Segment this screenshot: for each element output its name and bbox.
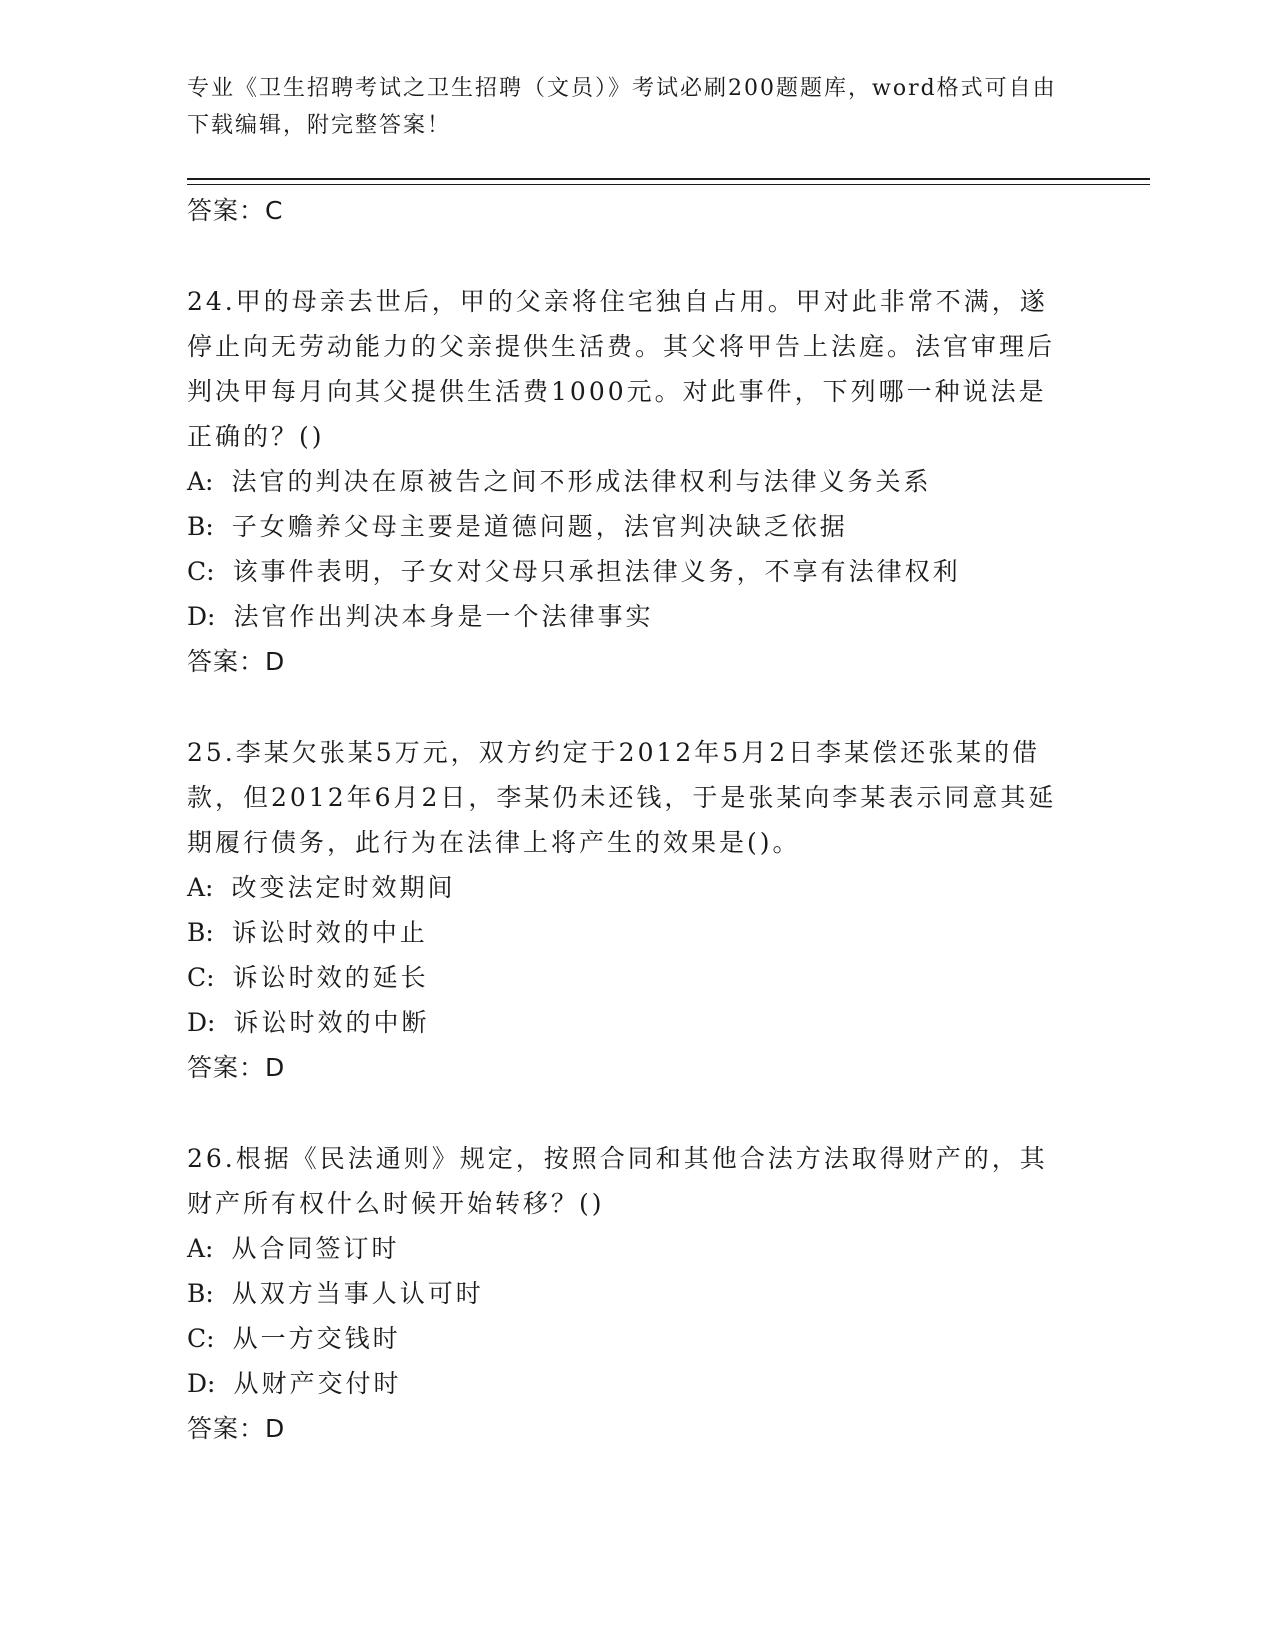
option-text: 子女赡养父母主要是道德问题，法官判决缺乏依据 — [231, 512, 848, 541]
option-letter: B: — [187, 1279, 214, 1308]
answer-label: 答案：D — [187, 1053, 286, 1082]
question-text: 24.甲的母亲去世后，甲的父亲将住宅独自占用。甲对此非常不满，遂停止向无劳动能力的父亲提供生活费。其父将甲告上法庭。法官审理后判决甲每月向其父提供生活费1000元。对此事件，下列哪一种说法是正确的？() — [187, 287, 1056, 451]
question-block — [187, 730, 1067, 1090]
option-text: 诉讼时效的中断 — [233, 1008, 430, 1037]
question-list — [187, 188, 1067, 1451]
question-text: 25.李某欠张某5万元，双方约定于2012年5月2日李某偿还张某的借款，但2012年6月2日，李某仍未还钱，于是张某向李某表示同意其延期履行债务，此行为在法律上将产生的效果是()。 — [187, 738, 1057, 857]
option-a — [187, 1226, 1067, 1271]
option-text: 从双方当事人认可时 — [231, 1279, 484, 1308]
header-divider-thin — [187, 184, 1150, 185]
option-letter: A: — [187, 873, 214, 902]
option-a — [187, 459, 1067, 504]
option-letter: C: — [187, 557, 215, 586]
option-d — [187, 1000, 1067, 1045]
option-c — [187, 955, 1067, 1000]
option-text: 该事件表明，子女对父母只承担法律义务，不享有法律权利 — [232, 557, 961, 586]
option-text: 法官的判决在原被告之间不形成法律权利与法律义务关系 — [231, 467, 932, 496]
option-b — [187, 504, 1067, 549]
option-c — [187, 1316, 1067, 1361]
option-b — [187, 1271, 1067, 1316]
option-letter: C: — [187, 1324, 215, 1353]
option-letter: D: — [187, 1008, 216, 1037]
option-letter: B: — [187, 918, 214, 947]
option-letter: C: — [187, 963, 215, 992]
option-a — [187, 865, 1067, 910]
option-d — [187, 1361, 1067, 1406]
option-d — [187, 594, 1067, 639]
option-text: 法官作出判决本身是一个法律事实 — [233, 602, 654, 631]
answer-label: 答案：D — [187, 647, 286, 676]
option-text: 从财产交付时 — [233, 1369, 402, 1398]
option-text: 改变法定时效期间 — [231, 873, 456, 902]
page-header: 专业《卫生招聘考试之卫生招聘（文员）》考试必刷200题题库，word格式可自由下载编辑，附完整答案！ — [187, 76, 1057, 138]
answer-label: 答案：C — [187, 196, 284, 225]
option-b — [187, 910, 1067, 955]
question-block — [187, 279, 1067, 684]
option-text: 从合同签订时 — [231, 1234, 400, 1263]
option-letter: D: — [187, 602, 216, 631]
option-letter: D: — [187, 1369, 216, 1398]
answer-label: 答案：D — [187, 1414, 286, 1443]
question-block — [187, 1136, 1067, 1451]
option-letter: A: — [187, 1234, 214, 1263]
option-text: 诉讼时效的延长 — [232, 963, 429, 992]
question-text: 26.根据《民法通则》规定，按照合同和其他合法方法取得财产的，其财产所有权什么时候开始转移？() — [187, 1144, 1048, 1218]
option-letter: B: — [187, 512, 214, 541]
header-divider-thick — [187, 178, 1150, 180]
option-text: 从一方交钱时 — [232, 1324, 401, 1353]
option-c — [187, 549, 1067, 594]
option-letter: A: — [187, 467, 214, 496]
option-text: 诉讼时效的中止 — [231, 918, 428, 947]
